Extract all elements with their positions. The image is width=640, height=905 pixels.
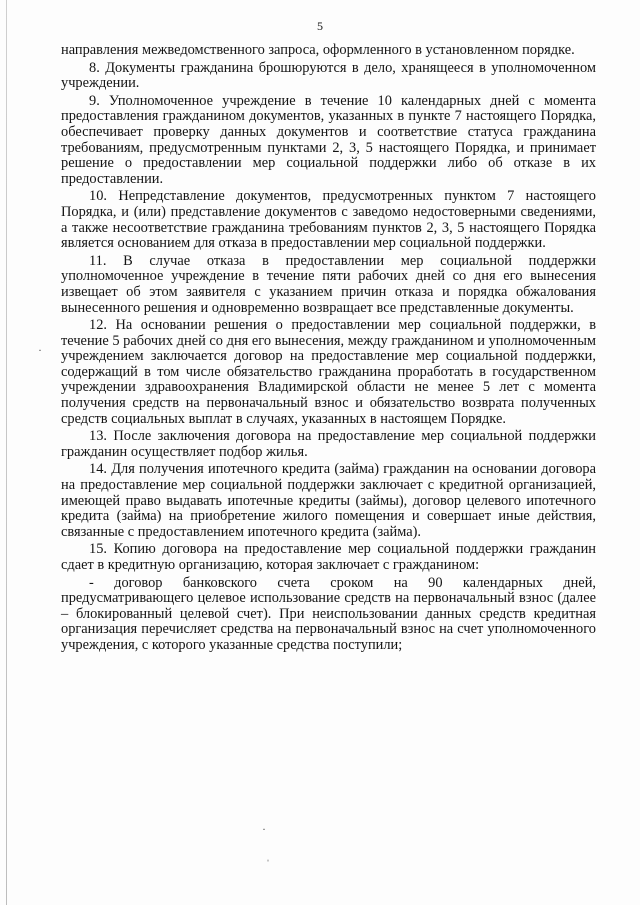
paragraph-15: 15. Копию договора на предоставление мер социальной поддержки гражданин сдает в кредитную организацию, которая заключает с гражданином: bbox=[61, 541, 596, 573]
page-number: 5 bbox=[317, 19, 323, 33]
scan-speck: ˌ bbox=[266, 848, 270, 862]
paragraph-13: 13. После заключения договора на предоставление мер социальной поддержки гражданин осуществляет подбор жилья. bbox=[61, 428, 596, 460]
scan-edge bbox=[6, 0, 7, 905]
paragraph-continuation: направления межведомственного запроса, оформленного в установленном порядке. bbox=[61, 42, 575, 58]
paragraph-9: 9. Уполномоченное учреждение в течение 10 календарных дней с момента предоставления гражданином документов, указанных в пункте 7 настоящего Порядка, обеспечивает проверку данных документов и соответствие статуса гражданина требованиям, предусмотренным пунктами 2, 3, 5 настоящего Порядка, и принимает решение о предоставлении мер социальной поддержки либо об отказе в их предоставлении. bbox=[61, 92, 596, 187]
scan-speck: · bbox=[262, 822, 266, 836]
paragraph-12: 12. На основании решения о предоставлении мер социальной поддержки, в течение 5 рабочих дней со дня его вынесения, между гражданином и уполномоченным учреждением заключается договор на предоставление мер социальной поддержки, содержащий в том числе обязательство гражданина проработать в государственном учреждении здравоохранения Владимирской области не менее 5 лет с момента получения средств на первоначальный взнос и обязательство возврата полученных средств социальных выплат в случаях, указанных в настоящем Порядке. bbox=[61, 317, 596, 427]
paragraph-10: 10. Непредставление документов, предусмотренных пунктом 7 настоящего Порядка, и (или) представление документов с заведомо недостоверными сведениями, а также несоответствие гражданина требованиям пунктов 2, 3, 5 настоящего Порядка является основанием для отказа в предоставлении мер социальной поддержки. bbox=[61, 188, 596, 252]
paragraph-15-subitem: - договор банковского счета сроком на 90 календарных дней, предусматривающего целевое использование средств на первоначальный взнос (далее – блокированный целевой счет). При неиспользовании данных средств кредитная организация перечисляет средства на первоначальный взнос на счет уполномоченного учреждения, с которого указанные средства поступили; bbox=[61, 574, 596, 653]
paragraph-11: 11. В случае отказа в предоставлении мер социальной поддержки уполномоченное учреждение в течение пяти рабочих дней со дня его вынесения извещает об этом заявителя с указанием причин отказа и порядка обжалования вынесенного решения и одновременно возвращает все представленные документы. bbox=[61, 252, 596, 316]
paragraph-14: 14. Для получения ипотечного кредита (займа) гражданин на основании договора на предоставление мер социальной поддержки заключает с кредитной организацией, имеющей право выдавать ипотечные кредиты (займы), договор целевого ипотечного кредита (займа) на приобретение жилого помещения и совершает иные действия, связанные с предоставлением ипотечного кредита (займа). bbox=[61, 461, 596, 540]
paragraph-8: 8. Документы гражданина брошюруются в дело, хранящееся в уполномоченном учреждении. bbox=[61, 59, 596, 92]
document-body bbox=[61, 43, 596, 656]
scan-speck: · bbox=[38, 343, 42, 357]
